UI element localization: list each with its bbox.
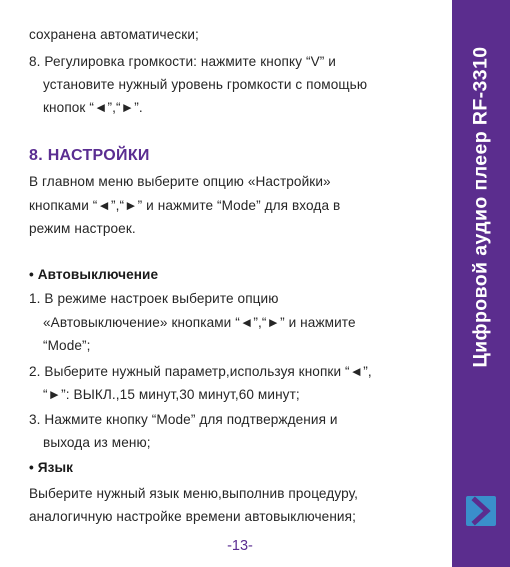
sidebar [452,0,510,567]
page-number: -13- [227,538,253,554]
text-line: сохранена автоматически; [29,27,199,42]
subsection-heading-language: • Язык [29,460,74,475]
next-page-button[interactable] [466,496,496,526]
list-item: 3. Нажмите кнопку “Mode” для подтверждения и [29,412,338,427]
list-item: 2. Выберите нужный параметр,используя кнопки “◄”, [29,364,372,379]
text-line: кнопками “◄”,“►” и нажмите “Mode” для входа в [29,198,341,213]
sidebar-title: Цифровой аудио плеер RF-3310 [469,46,492,368]
chevron-right-icon [466,496,496,526]
subsection-heading-auto-off: • Автовыключение [29,267,159,282]
text-line: Выберите нужный язык меню,выполнив процедуру, [29,486,358,501]
list-item: 1. В режиме настроек выберите опцию [29,291,279,306]
text-line: кнопок “◄”,“►”. [43,100,143,115]
text-line: «Автовыключение» кнопками “◄”,“►” и нажмите [43,315,356,330]
text-line: установите нужный уровень громкости с помощью [43,77,368,92]
text-line: В главном меню выберите опцию «Настройки» [29,174,331,189]
text-line: режим настроек. [29,221,136,236]
section-heading: 8. НАСТРОЙКИ [29,147,150,164]
text-line: “Mode”; [43,338,91,353]
text-line: “►”: ВЫКЛ.,15 минут,30 минут,60 минут; [43,387,300,402]
text-line: выхода из меню; [43,435,151,450]
text-line: аналогичную настройке времени автовыключения; [29,509,356,524]
list-item-volume: 8. Регулировка громкости: нажмите кнопку “V” и [29,54,336,69]
